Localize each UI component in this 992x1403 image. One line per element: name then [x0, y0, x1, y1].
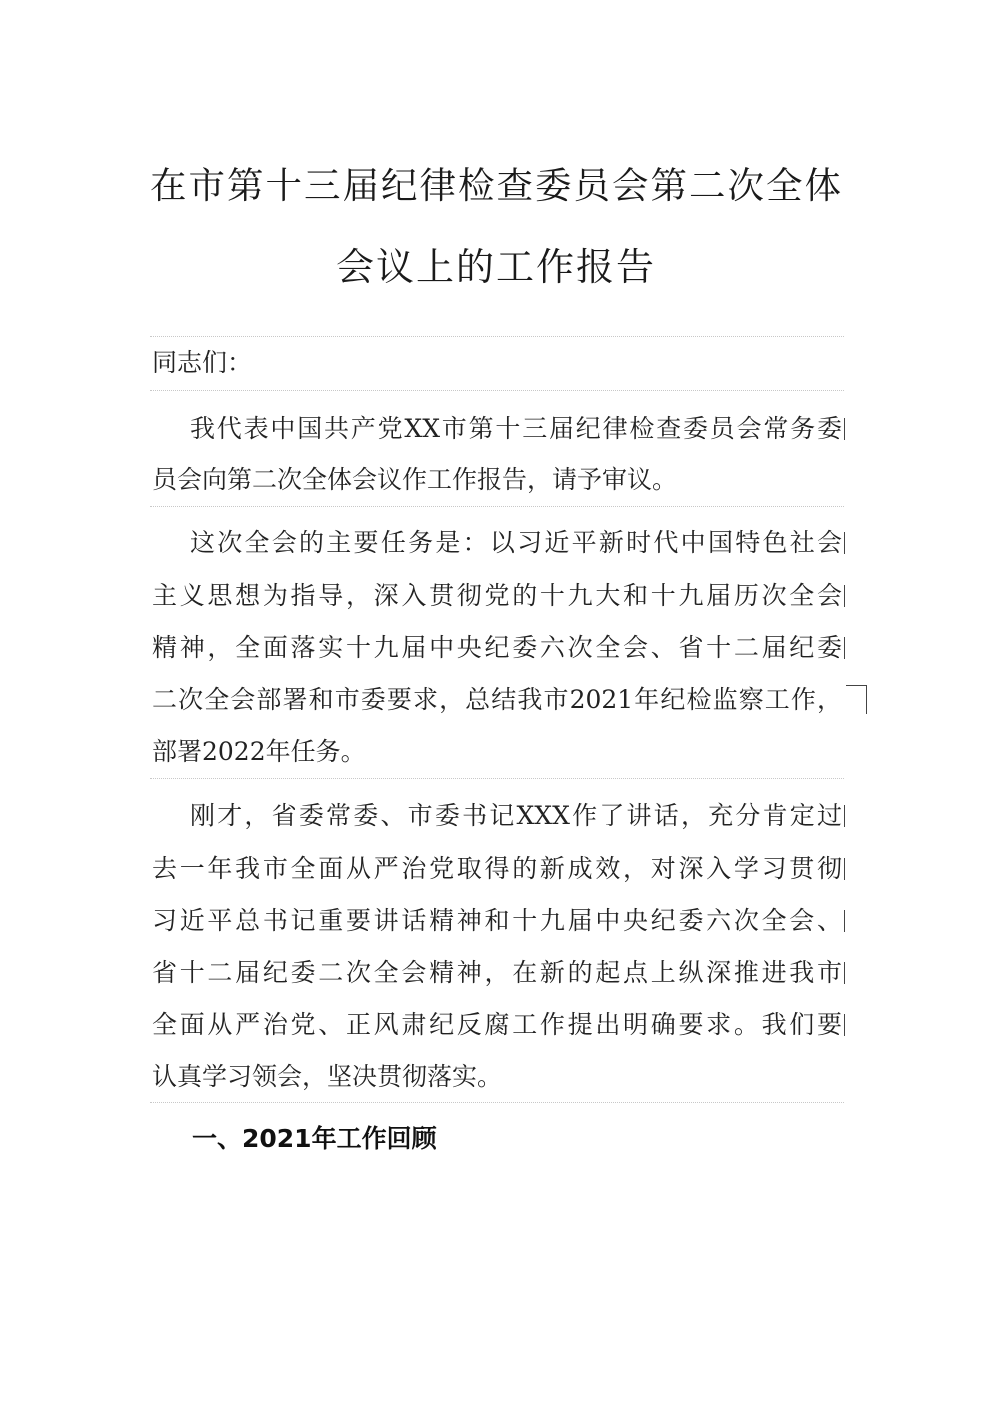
- paragraph-1-line: 员会向第二次全体会议作工作报告，请予审议。: [152, 465, 678, 494]
- margin-mark: [844, 532, 845, 554]
- margin-mark: [844, 858, 845, 880]
- paragraph-3-line: 刚才，省委常委、市委书记XXX作了讲话，充分肯定过: [190, 801, 842, 830]
- section-divider: [150, 336, 844, 337]
- margin-mark: [844, 910, 845, 932]
- section-heading: 一、2021年工作回顾: [192, 1124, 437, 1153]
- paragraph-2-line: 精神，全面落实十九届中央纪委六次全会、省十二届纪委: [152, 633, 842, 662]
- margin-mark: [844, 1014, 845, 1036]
- margin-corner-mark: [846, 685, 867, 714]
- paragraph-3-line: 去一年我市全面从严治党取得的新成效，对深入学习贯彻: [152, 854, 842, 883]
- margin-mark: [844, 637, 845, 659]
- salutation: 同志们：: [152, 348, 253, 377]
- paragraph-3-line: 全面从严治党、正风肃纪反腐工作提出明确要求。我们要: [152, 1010, 842, 1039]
- document-title-line-1: 在市第十三届纪律检查委员会第二次全体: [150, 164, 843, 207]
- margin-mark: [844, 418, 845, 440]
- section-divider: [150, 778, 844, 779]
- paragraph-2-line: 二次全会部署和市委要求，总结我市2021年纪检监察工作，: [152, 685, 842, 714]
- paragraph-2-line: 部署2022年任务。: [152, 737, 366, 766]
- document-title-line-2: 会议上的工作报告: [335, 245, 656, 289]
- paragraph-2-line: 主义思想为指导，深入贯彻党的十九大和十九届历次全会: [152, 581, 842, 610]
- paragraph-3-line: 习近平总书记重要讲话精神和十九届中央纪委六次全会、: [152, 906, 842, 935]
- paragraph-1-line: 我代表中国共产党XX市第十三届纪律检查委员会常务委: [190, 414, 842, 443]
- margin-mark: [844, 962, 845, 984]
- paragraph-3-line: 省十二届纪委二次全会精神，在新的起点上纵深推进我市: [152, 958, 842, 987]
- paragraph-2-line: 这次全会的主要任务是：以习近平新时代中国特色社会: [190, 528, 842, 557]
- paragraph-3-line: 认真学习领会，坚决贯彻落实。: [152, 1062, 503, 1091]
- section-divider: [150, 390, 844, 391]
- margin-mark: [844, 805, 845, 827]
- section-divider: [150, 1102, 844, 1103]
- section-divider: [150, 506, 844, 507]
- margin-mark: [844, 585, 845, 607]
